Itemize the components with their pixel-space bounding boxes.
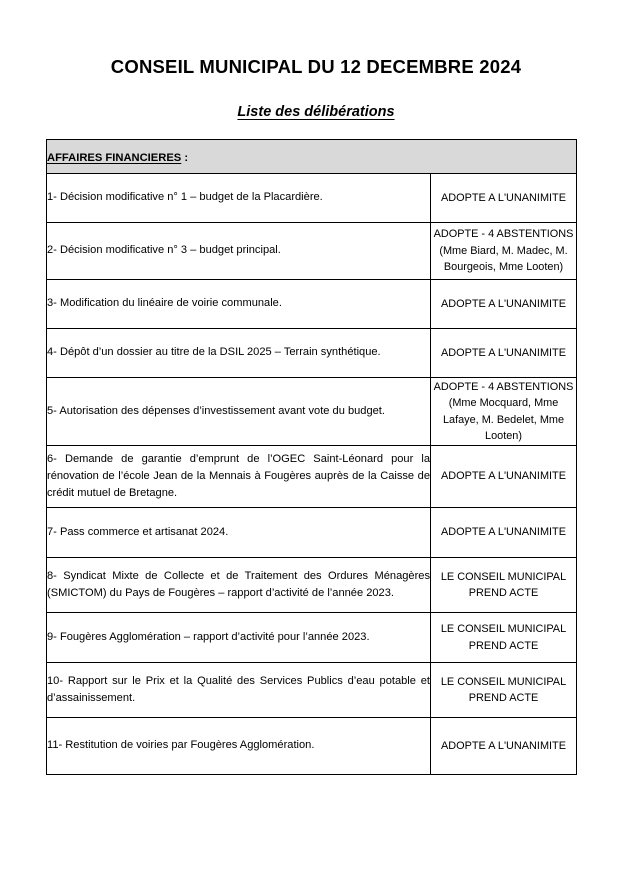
row-subject: 1- Décision modificative n° 1 – budget de la Placardière.	[47, 174, 431, 223]
row-result: LE CONSEIL MUNICIPAL PREND ACTE	[431, 663, 577, 718]
row-result: LE CONSEIL MUNICIPAL PREND ACTE	[431, 558, 577, 613]
row-result: ADOPTE A L'UNANIMITE	[431, 446, 577, 508]
row-result: ADOPTE A L'UNANIMITE	[431, 718, 577, 775]
deliberations-table	[46, 139, 577, 775]
row-subject: 10- Rapport sur le Prix et la Qualité des Services Publics d’eau potable et d’assainissement.	[47, 663, 431, 718]
section-header-cell	[47, 140, 577, 174]
row-result: ADOPTE A L'UNANIMITE	[431, 280, 577, 329]
deliberations-table-container	[46, 139, 576, 775]
table-row	[47, 663, 577, 718]
table-row	[47, 378, 577, 446]
row-result: LE CONSEIL MUNICIPAL PREND ACTE	[431, 613, 577, 663]
row-subject: 2- Décision modificative n° 3 – budget principal.	[47, 223, 431, 280]
row-subject: 5- Autorisation des dépenses d’investissement avant vote du budget.	[47, 378, 431, 446]
row-result: ADOPTE - 4 ABSTENTIONS (Mme Biard, M. Madec, M. Bourgeois, Mme Looten)	[431, 223, 577, 280]
table-row	[47, 174, 577, 223]
section-header-row	[47, 140, 577, 174]
page-title: CONSEIL MUNICIPAL DU 12 DECEMBRE 2024	[110, 56, 522, 77]
page-subtitle: Liste des délibérations	[237, 104, 395, 121]
row-result: ADOPTE A L'UNANIMITE	[431, 174, 577, 223]
table-row	[47, 558, 577, 613]
section-header-underlined-text: AFFAIRES FINANCIERES	[47, 151, 182, 164]
row-subject: 4- Dépôt d’un dossier au titre de la DSIL 2025 – Terrain synthétique.	[47, 329, 431, 378]
table-row	[47, 446, 577, 508]
section-header-suffix: :	[181, 151, 189, 164]
table-row	[47, 718, 577, 775]
row-subject: 7- Pass commerce et artisanat 2024.	[47, 508, 431, 558]
table-row	[47, 329, 577, 378]
section-header-label	[47, 152, 188, 164]
row-subject: 11- Restitution de voiries par Fougères Agglomération.	[47, 718, 431, 775]
row-subject: 8- Syndicat Mixte de Collecte et de Traitement des Ordures Ménagères (SMICTOM) du Pays de Fougères – rapport d’activité de l’année 2023.	[47, 558, 431, 613]
row-subject: 6- Demande de garantie d’emprunt de l’OGEC Saint-Léonard pour la rénovation de l’école Jean de la Mennais à Fougères auprès de la Caisse de crédit mutuel de Bretagne.	[47, 446, 431, 508]
row-result: ADOPTE - 4 ABSTENTIONS (Mme Mocquard, Mme Lafaye, M. Bedelet, Mme Looten)	[431, 378, 577, 446]
row-result: ADOPTE A L'UNANIMITE	[431, 508, 577, 558]
table-row	[47, 280, 577, 329]
row-subject: 9- Fougères Agglomération – rapport d’activité pour l’année 2023.	[47, 613, 431, 663]
table-row	[47, 508, 577, 558]
row-result: ADOPTE A L'UNANIMITE	[431, 329, 577, 378]
table-row	[47, 223, 577, 280]
table-row	[47, 613, 577, 663]
row-subject: 3- Modification du linéaire de voirie communale.	[47, 280, 431, 329]
